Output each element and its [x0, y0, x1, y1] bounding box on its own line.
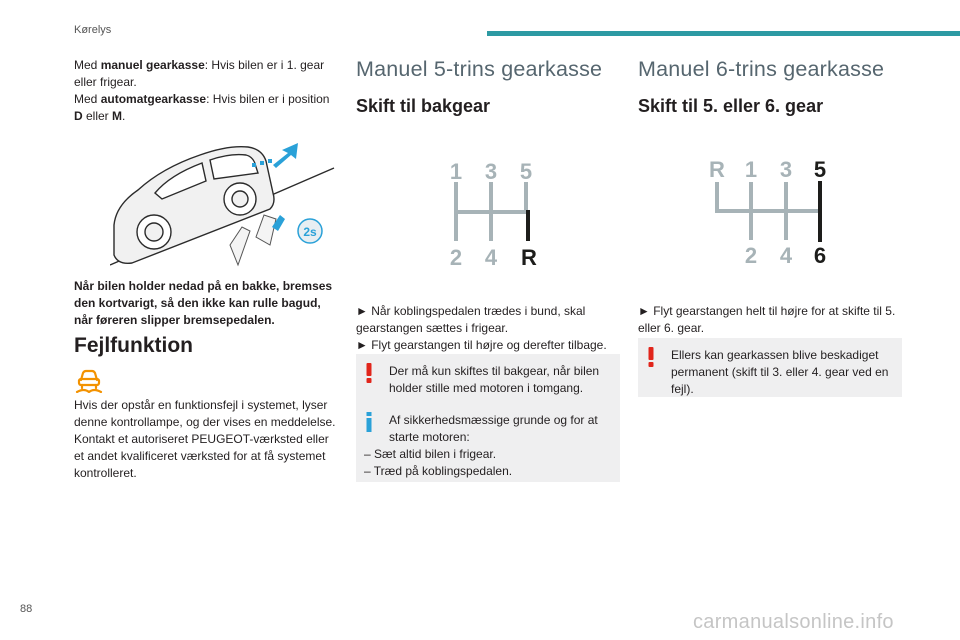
- reverse-warning-text: Der må kun skiftes til bakgear, når bilen holder stille med motoren i tomgang.: [389, 364, 600, 395]
- exclamation-icon: [646, 347, 656, 367]
- intro-auto: Med automatgearkasse: Hvis bilen er i position D eller M.: [74, 92, 330, 123]
- gear-label-2: 2: [449, 245, 463, 270]
- safety-info-item-2: – Træd på koblingspedalen.: [364, 464, 513, 478]
- safety-info-intro: Af sikkerhedsmæssige grunde og for at starte motoren:: [389, 413, 598, 444]
- fault-description: Hvis der opstår en funktionsfejl i systemet, lyser denne kontrollampe, og der vises en meddelelse. Kontakt et autoriseret PEUGEOT-værksted eller et andet kvalificeret værksted for at få systemet kontrolleret.: [74, 398, 336, 480]
- gear-label-2-6: 2: [744, 243, 758, 268]
- six-speed-gear-diagram: [708, 152, 848, 270]
- safety-info-item-1: – Sæt altid bilen i frigear.: [364, 447, 497, 461]
- gear-label-1: 1: [449, 159, 463, 184]
- reverse-warning-box: [356, 354, 620, 406]
- watermark: carmanualsonline.info: [693, 611, 894, 633]
- fifth-sixth-subtitle: Skift til 5. eller 6. gear: [638, 96, 824, 116]
- gear-label-R: R: [521, 245, 537, 270]
- six-speed-title: Manuel 6-trins gearkasse: [638, 57, 885, 81]
- hill-start-warning-lamp-icon: [74, 367, 104, 393]
- gearbox-warning-box: [638, 338, 902, 397]
- header-section-label: Kørelys: [74, 24, 112, 36]
- exclamation-icon: [364, 363, 374, 383]
- page-number: 88: [20, 603, 33, 615]
- five-speed-title: Manuel 5-trins gearkasse: [356, 57, 603, 81]
- reverse-step-1: ► Når koblingspedalen trædes i bund, skal gearstangen sættes i frigear.: [356, 304, 586, 335]
- five-speed-gear-diagram: [438, 157, 548, 272]
- fault-heading: Fejlfunktion: [74, 334, 193, 357]
- gear-label-6: 6: [813, 243, 827, 268]
- gear-label-R6: R: [709, 157, 725, 182]
- car-on-hill-illustration: [110, 135, 336, 275]
- gear-label-4: 4: [484, 245, 498, 270]
- fifth-sixth-step-1: ► Flyt gearstangen helt til højre for at skifte til 5. eller 6. gear.: [638, 304, 896, 335]
- intro-manual: Med manuel gearkasse: Hvis bilen er i 1. gear eller frigear.: [74, 58, 325, 89]
- gear-label-3-6: 3: [779, 157, 793, 182]
- info-icon: [364, 412, 374, 432]
- reverse-subtitle: Skift til bakgear: [356, 96, 491, 116]
- gear-label-5: 5: [519, 159, 533, 184]
- svg-text:2s: 2s: [303, 225, 317, 239]
- reverse-step-2: ► Flyt gearstangen til højre og derefter tilbage.: [356, 338, 607, 352]
- header-accent-bar: [487, 31, 960, 36]
- safety-info-box: [356, 403, 620, 482]
- gear-label-5-6: 5: [813, 157, 827, 182]
- hill-hold-caption: Når bilen holder nedad på en bakke, bremses den kortvarigt, så den ikke kan rulle bagud, når føreren slipper bremsepedalen.: [74, 279, 333, 327]
- gearbox-warning-text: Ellers kan gearkassen blive beskadiget permanent (skift til 3. eller 4. gear ved en fejl).: [671, 348, 889, 396]
- gear-label-3: 3: [484, 159, 498, 184]
- gear-label-4-6: 4: [779, 243, 793, 268]
- gear-label-1-6: 1: [744, 157, 758, 182]
